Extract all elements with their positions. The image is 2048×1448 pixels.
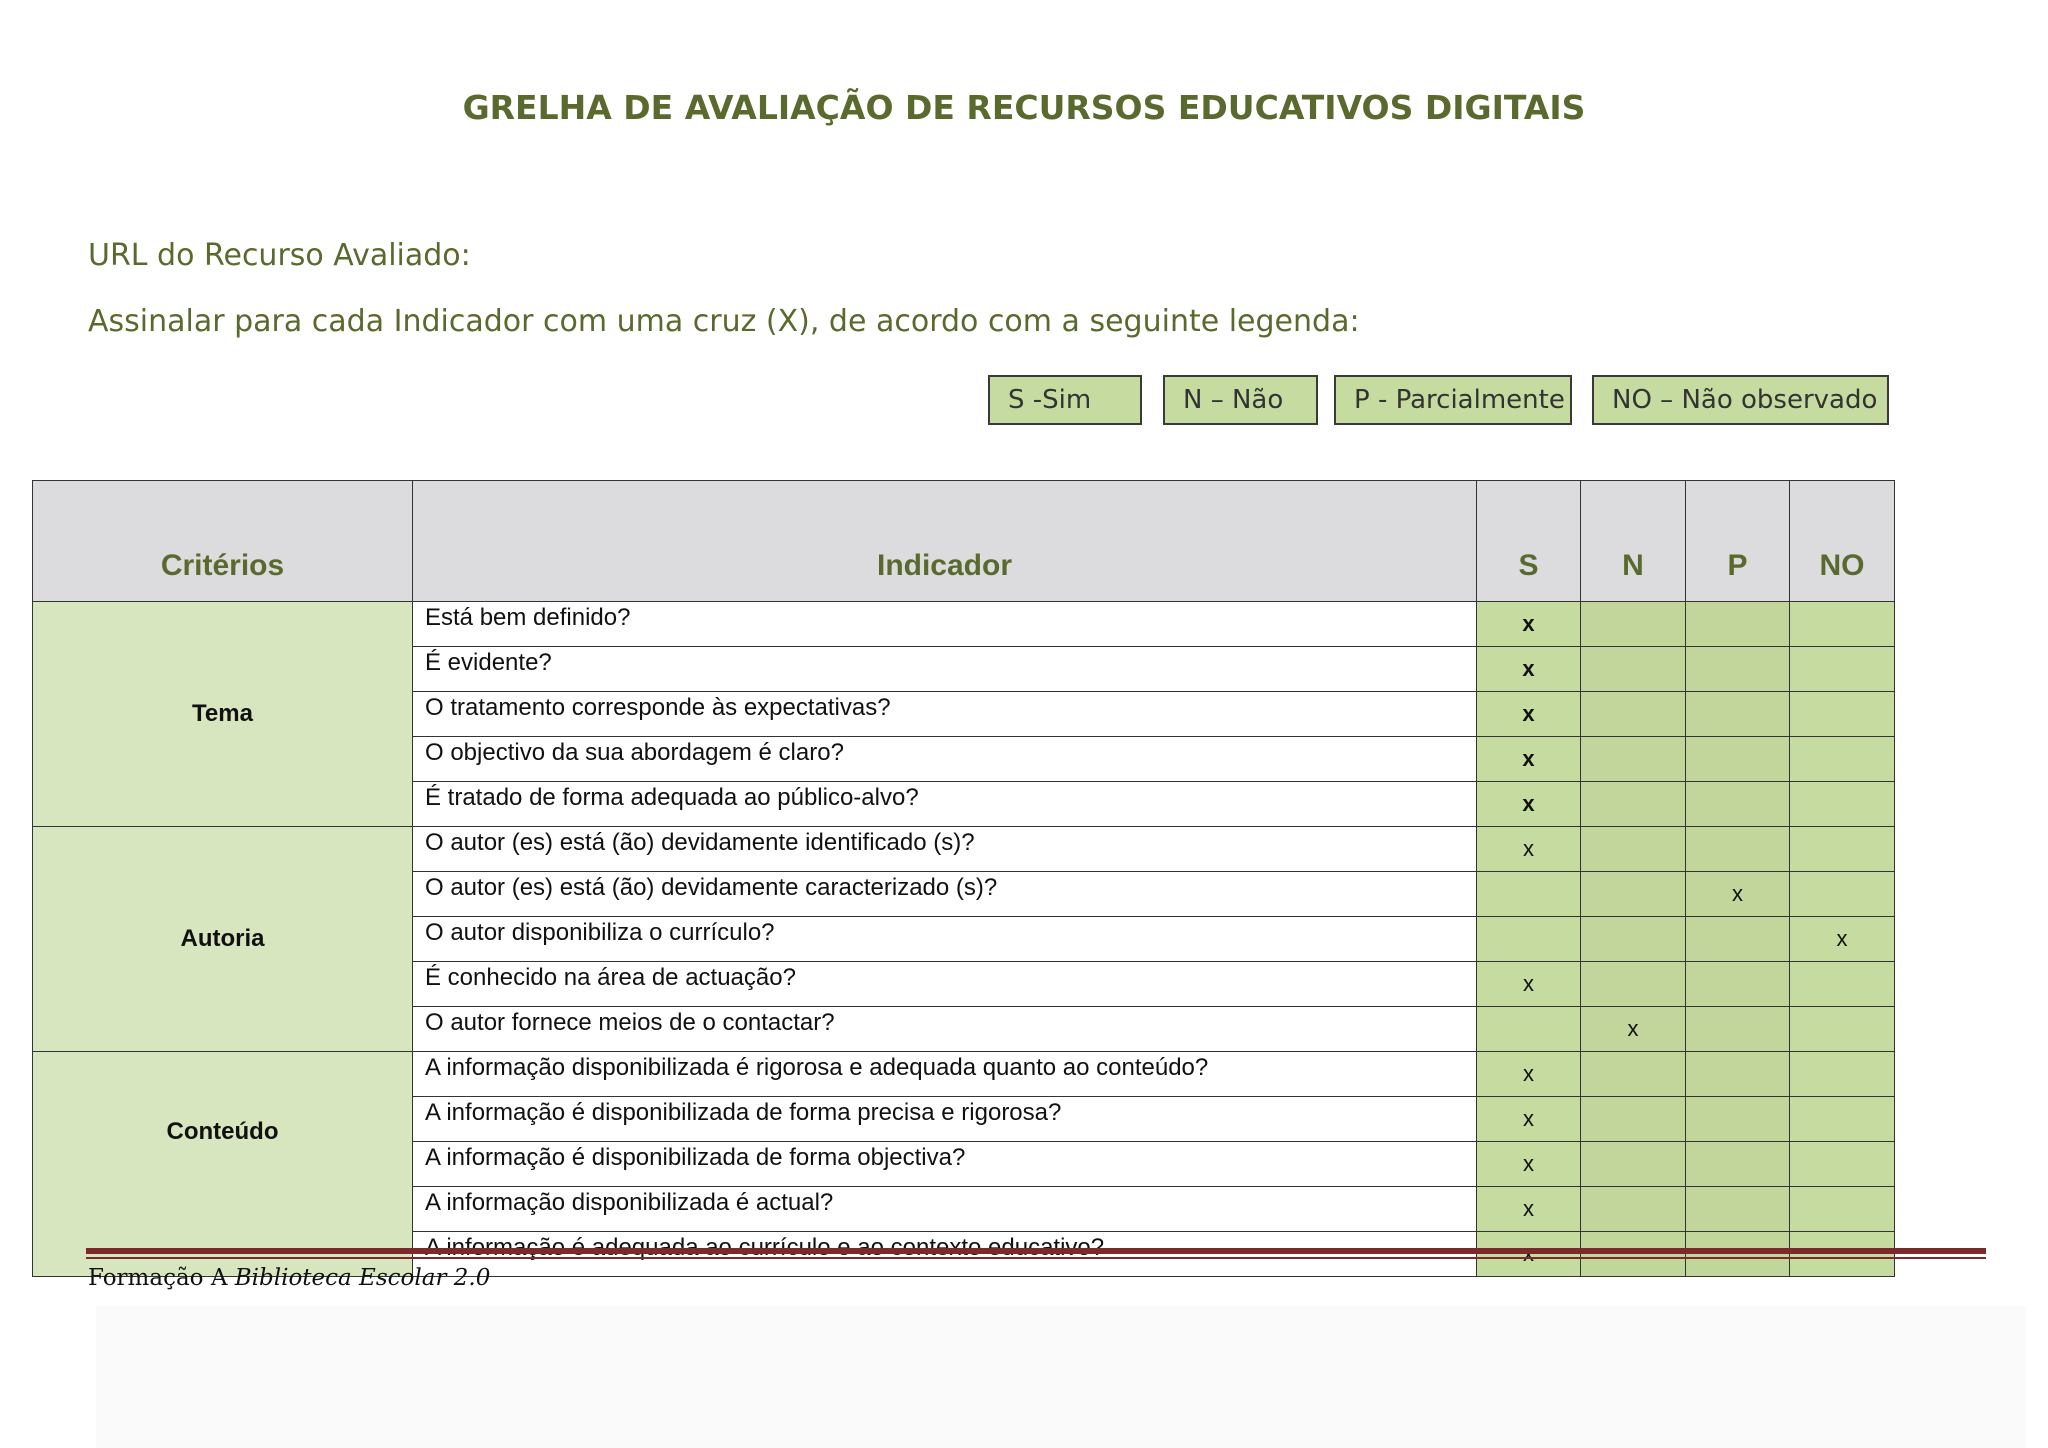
indicador-cell: É tratado de forma adequada ao público-alvo? <box>413 782 1477 827</box>
criterio-autoria: Autoria <box>33 827 413 1052</box>
mark-s[interactable]: x <box>1477 1187 1581 1232</box>
mark-no[interactable] <box>1790 962 1895 1007</box>
indicador-cell: O autor (es) está (ão) devidamente caracterizado (s)? <box>413 872 1477 917</box>
header-indicador: Indicador <box>413 481 1477 602</box>
indicador-cell: O autor fornece meios de o contactar? <box>413 1007 1477 1052</box>
mark-n[interactable] <box>1581 602 1686 647</box>
mark-s[interactable]: x <box>1477 692 1581 737</box>
mark-s[interactable] <box>1477 1232 1581 1277</box>
mark-n[interactable]: x <box>1581 1007 1686 1052</box>
url-label: URL do Recurso Avaliado: <box>88 238 471 273</box>
mark-p[interactable] <box>1686 737 1790 782</box>
mark-s[interactable] <box>1477 872 1581 917</box>
mark-p[interactable] <box>1686 1097 1790 1142</box>
mark-p[interactable] <box>1686 1232 1790 1277</box>
indicador-cell: A informação disponibilizada é actual? <box>413 1187 1477 1232</box>
mark-n[interactable] <box>1581 917 1686 962</box>
mark-p[interactable] <box>1686 827 1790 872</box>
instruction-text: Assinalar para cada Indicador com uma cruz (X), de acordo com a seguinte legenda: <box>88 304 1360 339</box>
mark-s[interactable]: x <box>1477 1142 1581 1187</box>
mark-p[interactable] <box>1686 917 1790 962</box>
mark-s[interactable]: x <box>1477 647 1581 692</box>
legend-nao-observado: NO – Não observado <box>1592 375 1889 425</box>
mark-s[interactable] <box>1477 1007 1581 1052</box>
header-criterios: Critérios <box>33 481 413 602</box>
footer-rule <box>86 1248 1986 1254</box>
mark-p[interactable] <box>1686 1007 1790 1052</box>
mark-n[interactable] <box>1581 962 1686 1007</box>
mark-n[interactable] <box>1581 1097 1686 1142</box>
mark-n[interactable] <box>1581 1187 1686 1232</box>
mark-n[interactable] <box>1581 1052 1686 1097</box>
mark-s[interactable] <box>1477 917 1581 962</box>
mark-no[interactable] <box>1790 647 1895 692</box>
mark-s[interactable]: x <box>1477 737 1581 782</box>
mark-n[interactable] <box>1581 872 1686 917</box>
mark-no[interactable] <box>1790 602 1895 647</box>
mark-no[interactable] <box>1790 692 1895 737</box>
mark-no[interactable] <box>1790 827 1895 872</box>
mark-no[interactable] <box>1790 782 1895 827</box>
indicador-cell: É conhecido na área de actuação? <box>413 962 1477 1007</box>
legend-sim: S -Sim <box>988 375 1142 425</box>
table-row <box>33 602 1895 647</box>
table-row <box>33 1052 1895 1097</box>
indicador-cell: É evidente? <box>413 647 1477 692</box>
mark-s[interactable]: x <box>1477 1097 1581 1142</box>
indicador-cell: A informação disponibilizada é rigorosa e adequada quanto ao conteúdo? <box>413 1052 1477 1097</box>
mark-no[interactable] <box>1790 1097 1895 1142</box>
header-p: P <box>1686 481 1790 602</box>
mark-p[interactable] <box>1686 962 1790 1007</box>
mark-n[interactable] <box>1581 647 1686 692</box>
mark-s[interactable]: x <box>1477 962 1581 1007</box>
table-header-row <box>33 481 1895 602</box>
mark-no[interactable]: x <box>1790 917 1895 962</box>
legend-parcialmente: P - Parcialmente <box>1334 375 1572 425</box>
mark-no[interactable] <box>1790 1142 1895 1187</box>
mark-p[interactable] <box>1686 647 1790 692</box>
legend-nao: N – Não <box>1163 375 1318 425</box>
indicador-cell: Está bem definido? <box>413 602 1477 647</box>
mark-p[interactable]: x <box>1686 872 1790 917</box>
mark-no[interactable] <box>1790 872 1895 917</box>
mark-no[interactable] <box>1790 1187 1895 1232</box>
mark-no[interactable] <box>1790 737 1895 782</box>
mark-p[interactable] <box>1686 692 1790 737</box>
mark-p[interactable] <box>1686 1052 1790 1097</box>
indicador-cell: O autor disponibiliza o currículo? <box>413 917 1477 962</box>
page-shade <box>96 1306 2026 1448</box>
mark-n[interactable] <box>1581 1232 1686 1277</box>
mark-n[interactable] <box>1581 737 1686 782</box>
mark-n[interactable] <box>1581 827 1686 872</box>
mark-s[interactable]: x <box>1477 827 1581 872</box>
footer-text <box>88 1265 490 1291</box>
indicador-cell: O objectivo da sua abordagem é claro? <box>413 737 1477 782</box>
footer-prefix: Formação A <box>88 1265 235 1291</box>
criterio-conteudo: Conteúdo <box>33 1052 413 1277</box>
header-no: NO <box>1790 481 1895 602</box>
page-title: GRELHA DE AVALIAÇÃO DE RECURSOS EDUCATIVOS DIGITAIS <box>462 88 1586 127</box>
header-s: S <box>1477 481 1581 602</box>
evaluation-table <box>32 480 1895 1277</box>
indicador-cell: A informação é disponibilizada de forma precisa e rigorosa? <box>413 1097 1477 1142</box>
footer-rule-thin <box>86 1257 1986 1259</box>
mark-p[interactable] <box>1686 602 1790 647</box>
mark-s[interactable]: x <box>1477 1052 1581 1097</box>
indicador-cell: A informação é disponibilizada de forma objectiva? <box>413 1142 1477 1187</box>
footer-italic: Biblioteca Escolar 2.0 <box>234 1265 491 1291</box>
header-n: N <box>1581 481 1686 602</box>
indicador-cell: O autor (es) está (ão) devidamente identificado (s)? <box>413 827 1477 872</box>
mark-no[interactable] <box>1790 1052 1895 1097</box>
table-row <box>33 827 1895 872</box>
mark-p[interactable] <box>1686 1142 1790 1187</box>
mark-n[interactable] <box>1581 692 1686 737</box>
indicador-cell <box>413 1232 1477 1277</box>
mark-p[interactable] <box>1686 1187 1790 1232</box>
mark-s[interactable]: x <box>1477 602 1581 647</box>
mark-no[interactable] <box>1790 1007 1895 1052</box>
mark-no[interactable] <box>1790 1232 1895 1277</box>
mark-p[interactable] <box>1686 782 1790 827</box>
indicador-cell: O tratamento corresponde às expectativas? <box>413 692 1477 737</box>
criterio-tema: Tema <box>33 602 413 827</box>
mark-s[interactable]: x <box>1477 782 1581 827</box>
mark-n[interactable] <box>1581 782 1686 827</box>
mark-n[interactable] <box>1581 1142 1686 1187</box>
